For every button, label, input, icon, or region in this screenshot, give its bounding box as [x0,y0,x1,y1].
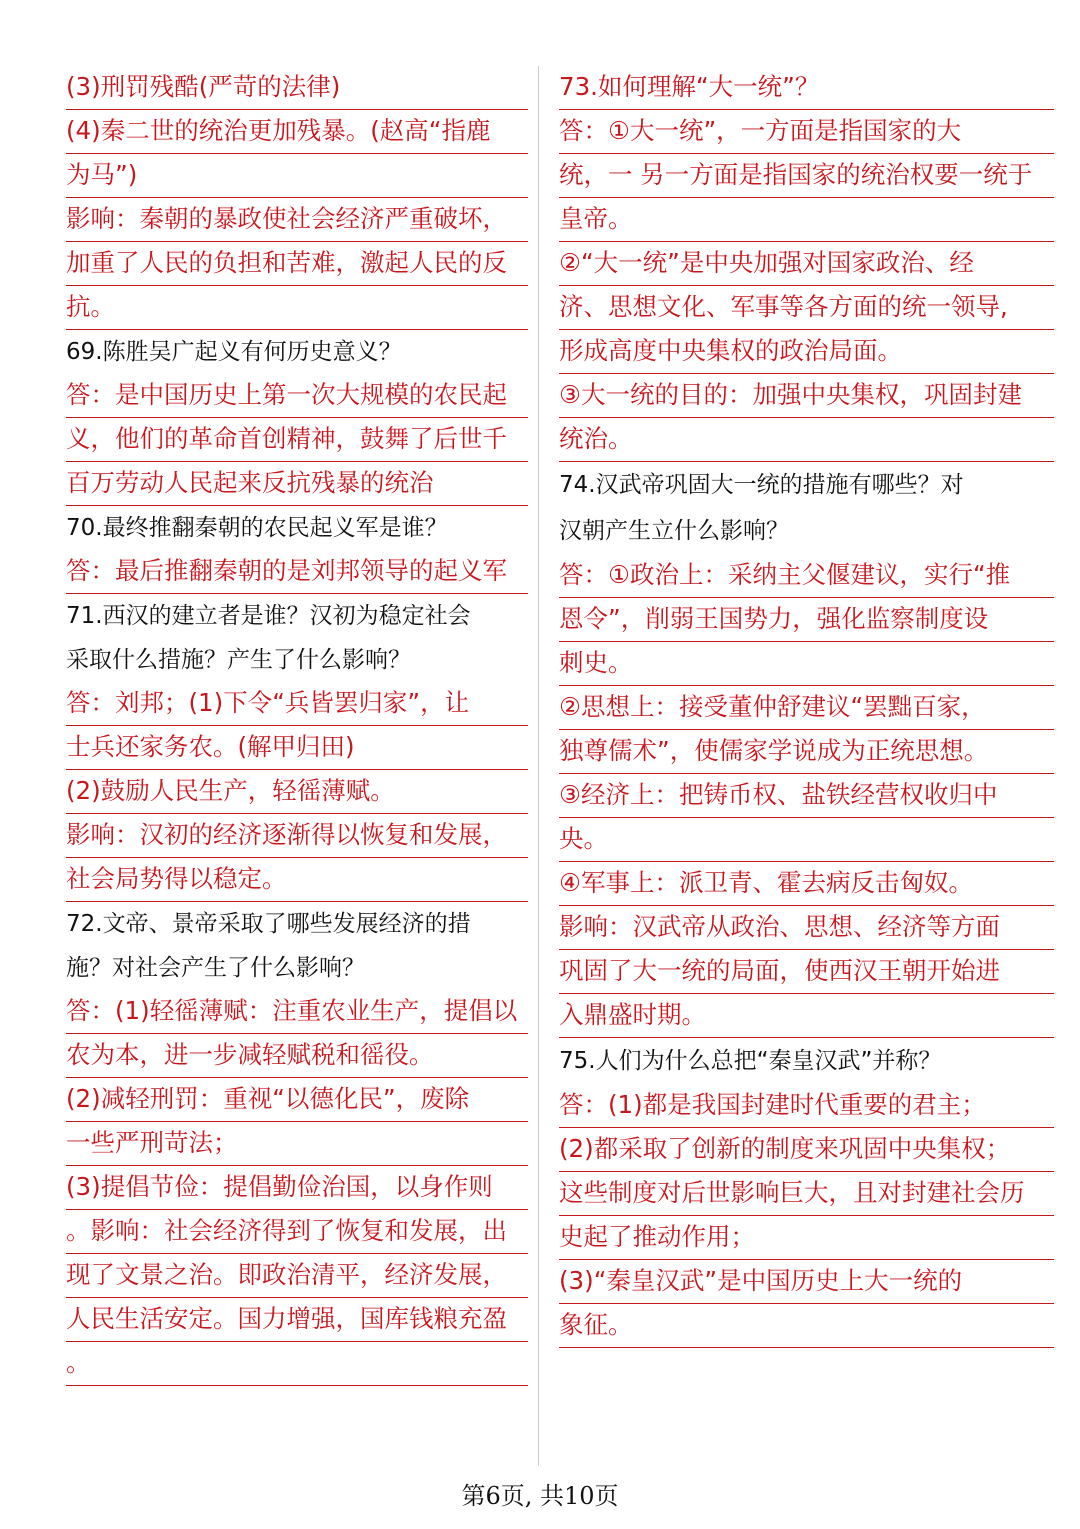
text-line: ③大一统的目的：加强中央集权，巩固封建 [559,374,1054,418]
text-line: 巩固了大一统的局面，使西汉王朝开始进 [559,950,1054,994]
text-line: 影响：汉武帝从政治、思想、经济等方面 [559,906,1054,950]
question-line: 汉朝产生立什么影响？ [559,518,789,544]
text-line: (2)鼓励人民生产，轻徭薄赋。 [66,770,528,814]
text-line: 这些制度对后世影响巨大，且对封建社会历 [559,1172,1054,1216]
text-line: 义，他们的革命首创精神，鼓舞了后世千 [66,418,528,462]
question-line: 72.文帝、景帝采取了哪些发展经济的措 [66,911,471,937]
text-line: 答：(1)轻徭薄赋：注重农业生产，提倡以 [66,990,528,1034]
question-line: 70.最终推翻秦朝的农民起义军是谁？ [66,515,448,541]
text-line: (3)“秦皇汉武”是中国历史上大一统的 [559,1260,1054,1304]
left-column [66,66,528,1386]
text-line: ②“大一统”是中央加强对国家政治、经 [559,242,1054,286]
question-line: 采取什么措施？产生了什么影响？ [66,647,411,673]
text-line: 73.如何理解“大一统”？ [559,66,1054,110]
text-line: 社会局势得以稳定。 [66,858,528,902]
text-line: 加重了人民的负担和苦难，激起人民的反 [66,242,528,286]
text-line: (2)减轻刑罚：重视“以德化民”，废除 [66,1078,528,1122]
text-line: 士兵还家务农。(解甲归田) [66,726,528,770]
text-line: 统，一 另一方面是指国家的统治权要一统于 [559,154,1054,198]
text-line: (3)提倡节俭：提倡勤俭治国，以身作则 [66,1166,528,1210]
text-line: 为马”) [66,154,528,198]
question-line: 施？对社会产生了什么影响？ [66,955,365,981]
text-line: 答：(1)都是我国封建时代重要的君主； [559,1084,1054,1128]
text-line: 独尊儒术”，使儒家学说成为正统思想。 [559,730,1054,774]
question-line: 74.汉武帝巩固大一统的措施有哪些？对 [559,472,964,498]
text-line: 影响：秦朝的暴政使社会经济严重破坏， [66,198,528,242]
text-line: 入鼎盛时期。 [559,994,1054,1038]
text-line: 农为本，进一步减轻赋税和徭役。 [66,1034,528,1078]
text-line: 答：①政治上：采纳主父偃建议，实行“推 [559,554,1054,598]
text-line: 统治。 [559,418,1054,462]
text-line: (3)刑罚残酷(严苛的法律) [66,66,528,110]
text-line: 。 [66,1342,528,1386]
text-line: (2)都采取了创新的制度来巩固中央集权； [559,1128,1054,1172]
column-divider [538,66,539,1466]
text-line: 抗。 [66,286,528,330]
text-line: (4)秦二世的统治更加残暴。(赵高“指鹿 [66,110,528,154]
text-line: 形成高度中央集权的政治局面。 [559,330,1054,374]
text-line: 百万劳动人民起来反抗残暴的统治 [66,462,528,506]
text-line: 皇帝。 [559,198,1054,242]
text-line: 答：是中国历史上第一次大规模的农民起 [66,374,528,418]
text-line: 答：①大一统”，一方面是指国家的大 [559,110,1054,154]
question-line: 71.西汉的建立者是谁？汉初为稳定社会 [66,603,471,629]
text-line: 央。 [559,818,1054,862]
text-line: 恩令”，削弱王国势力，强化监察制度设 [559,598,1054,642]
text-line: 答：最后推翻秦朝的是刘邦领导的起义军 [66,550,528,594]
question-line: 75.人们为什么总把“秦皇汉武”并称？ [559,1048,942,1074]
text-line: ③经济上：把铸币权、盐铁经营权收归中 [559,774,1054,818]
page-number: 第6页, 共10页 [461,1482,619,1510]
text-line: 现了文景之治。即政治清平，经济发展， [66,1254,528,1298]
text-line: ②思想上：接受董仲舒建议“罢黜百家， [559,686,1054,730]
text-line: 史起了推动作用； [559,1216,1054,1260]
text-line: 济、思想文化、军事等各方面的统一领导, [559,286,1054,330]
text-line: 一些严刑苛法； [66,1122,528,1166]
text-line: ④军事上：派卫青、霍去病反击匈奴。 [559,862,1054,906]
text-line: 影响：汉初的经济逐渐得以恢复和发展， [66,814,528,858]
right-column [559,66,1054,1348]
question-line: 69.陈胜吴广起义有何历史意义？ [66,339,402,365]
text-line: 象征。 [559,1304,1054,1348]
text-line: 刺史。 [559,642,1054,686]
text-line: 。影响：社会经济得到了恢复和发展，出 [66,1210,528,1254]
text-line: 人民生活安定。国力增强，国库钱粮充盈 [66,1298,528,1342]
text-line: 答：刘邦；(1)下令“兵皆罢归家”，让 [66,682,528,726]
